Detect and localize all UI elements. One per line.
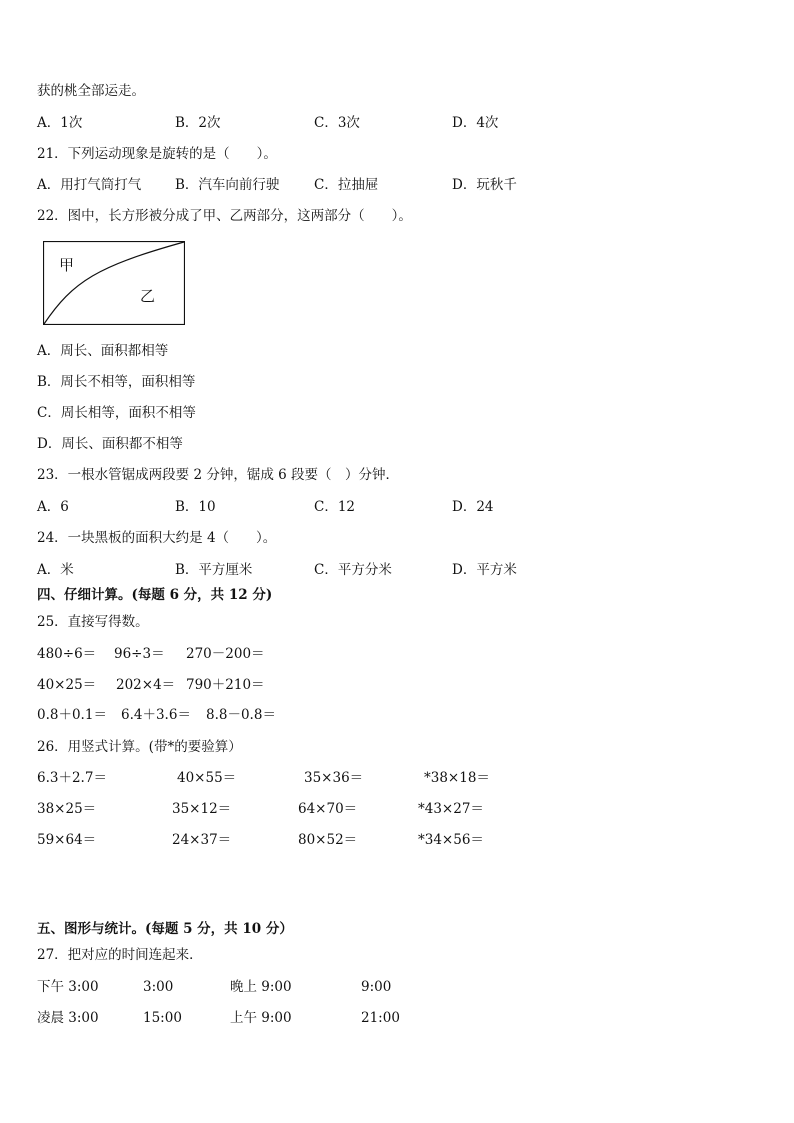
q27-item[interactable]: 3:00 [143,979,174,995]
q22-rectangle-figure [43,241,185,325]
q26-item: *38×18＝ [424,770,490,786]
q26-item: *43×27＝ [418,801,484,817]
q26-item: 24×37＝ [172,832,232,848]
q25-item: 790＋210＝ [186,677,265,693]
q22-stem: 22．图中，长方形被分成了甲、乙两部分，这两部分（ ）。 [37,208,412,224]
region-a-label: 甲 [59,256,75,274]
q25-item: 6.4＋3.6＝ [121,707,191,723]
q25-item: 40×25＝ [37,677,97,693]
q26-item: 6.3＋2.7＝ [37,770,107,786]
q24-stem: 24．一块黑板的面积大约是 4（ ）。 [37,530,277,546]
q25-item: 0.8＋0.1＝ [37,707,107,723]
q25-item: 202×4＝ [116,677,176,693]
q20-option-d[interactable]: D．4次 [452,115,499,131]
q26-item: 38×25＝ [37,801,97,817]
q26-item: 64×70＝ [298,801,358,817]
q21-stem: 21．下列运动现象是旋转的是（ ）。 [37,146,277,162]
q26-item: 35×12＝ [172,801,232,817]
section-5-title: 五、图形与统计。(每题 5 分，共 10 分） [37,921,293,937]
q23-option-d[interactable]: D．24 [452,499,494,515]
q21-option-a[interactable]: A．用打气筒打气 [37,177,142,193]
q26-item: 59×64＝ [37,832,97,848]
q23-option-c[interactable]: C．12 [314,499,356,515]
q27-item[interactable]: 15:00 [143,1010,182,1026]
q25-item: 96÷3＝ [114,646,165,662]
q25-stem: 25．直接写得数。 [37,614,149,630]
region-b-label: 乙 [140,287,156,305]
q27-item[interactable]: 下午 3:00 [37,979,99,995]
q26-item: 40×55＝ [177,770,237,786]
section-4-title: 四、仔细计算。(每题 6 分，共 12 分) [37,587,273,603]
q26-stem: 26．用竖式计算。(带*的要验算） [37,739,242,755]
q25-item: 270－200＝ [186,646,265,662]
q27-item[interactable]: 晚上 9:00 [230,979,292,995]
q22-option-c[interactable]: C．周长相等，面积不相等 [37,405,196,421]
q26-item: 80×52＝ [298,832,358,848]
q24-option-a[interactable]: A．米 [37,562,74,578]
q27-item[interactable]: 9:00 [361,979,392,995]
q24-option-c[interactable]: C．平方分米 [314,562,392,578]
q23-option-b[interactable]: B．10 [175,499,216,515]
q21-option-c[interactable]: C．拉抽屉 [314,177,379,193]
q20-option-a[interactable]: A．1次 [37,115,83,131]
q26-item: 35×36＝ [304,770,364,786]
q21-option-b[interactable]: B．汽车向前行驶 [175,177,280,193]
q27-item[interactable]: 凌晨 3:00 [37,1010,99,1026]
q25-item: 480÷6＝ [37,646,97,662]
q20-stem-tail: 获的桃全部运走。 [37,83,145,99]
q27-item[interactable]: 上午 9:00 [230,1010,292,1026]
q24-option-d[interactable]: D．平方米 [452,562,517,578]
q22-option-a[interactable]: A．周长、面积都相等 [37,343,169,359]
q23-stem: 23．一根水管锯成两段要 2 分钟，锯成 6 段要（ ）分钟． [37,467,400,483]
rectangle-outline [44,242,185,325]
q24-option-b[interactable]: B．平方厘米 [175,562,253,578]
q27-item[interactable]: 21:00 [361,1010,400,1026]
q21-option-d[interactable]: D．玩秋千 [452,177,517,193]
q22-option-b[interactable]: B．周长不相等，面积相等 [37,374,196,390]
dividing-curve [44,242,184,324]
q26-item: *34×56＝ [418,832,484,848]
q25-item: 8.8－0.8＝ [206,707,276,723]
q27-stem: 27．把对应的时间连起来． [37,947,203,963]
q20-option-b[interactable]: B．2次 [175,115,221,131]
q22-option-d[interactable]: D．周长、面积都不相等 [37,436,183,452]
q20-option-c[interactable]: C．3次 [314,115,360,131]
q23-option-a[interactable]: A．6 [37,499,69,515]
